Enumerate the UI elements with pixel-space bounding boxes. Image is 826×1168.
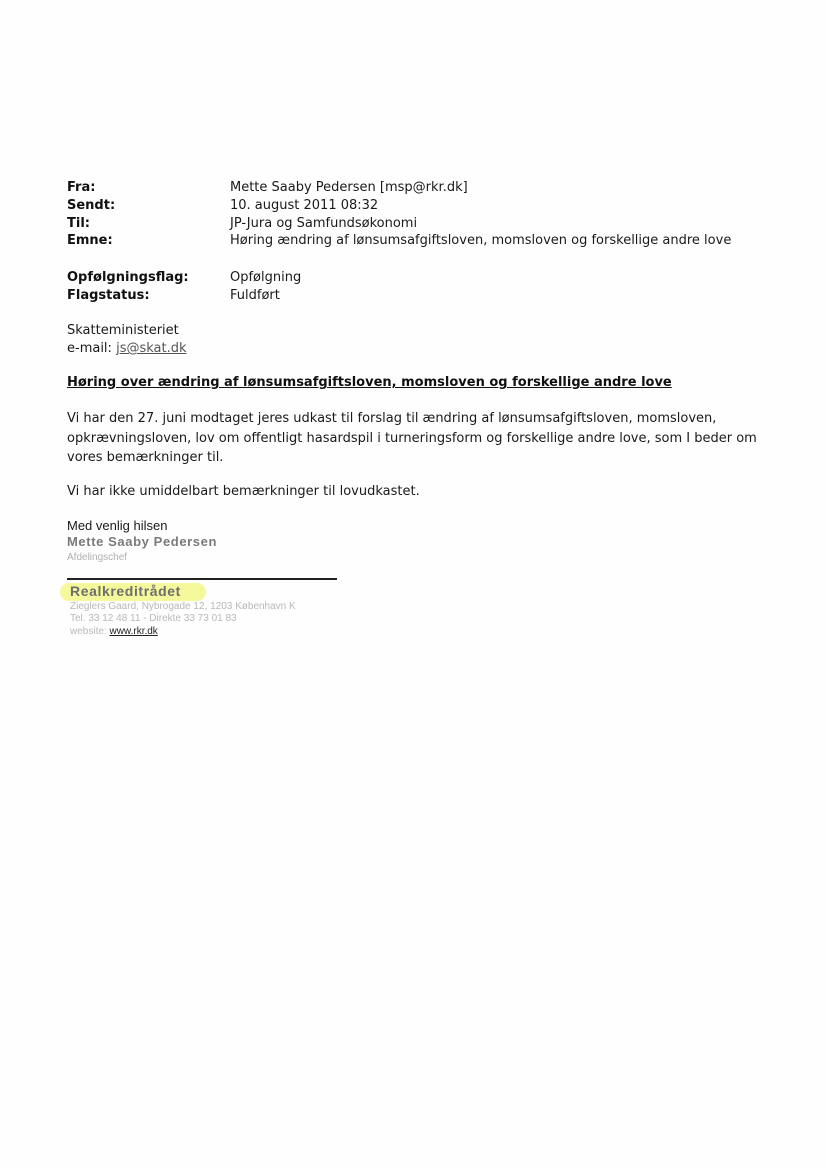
website-link[interactable]: www.rkr.dk: [109, 626, 158, 637]
letter-subject: Høring over ændring af lønsumsafgiftsloven, momsloven og forskellige andre love: [67, 375, 672, 390]
from-label: Fra:: [67, 180, 96, 195]
from-value: Mette Saaby Pedersen [msp@rkr.dk]: [230, 180, 468, 195]
closing-greeting: Med venlig hilsen: [67, 518, 168, 533]
followup-flag-label: Opfølgningsflag:: [67, 270, 189, 285]
to-label: Til:: [67, 216, 90, 231]
recipient-email-link[interactable]: js@skat.dk: [116, 341, 187, 356]
header-flagstatus-row: [67, 287, 767, 305]
followup-flag-value: Opfølgning: [230, 270, 302, 285]
header-from-row: [67, 179, 767, 197]
subject-value: Høring ændring af lønsumsafgiftsloven, momsloven og forskellige andre love: [230, 233, 732, 248]
sent-value: 10. august 2011 08:32: [230, 198, 379, 213]
organization-phone: Tel. 33 12 48 11 - Direkte 33 73 01 83: [70, 613, 237, 624]
body-paragraph-2: Vi har ikke umiddelbart bemærkninger til lovudkastet.: [67, 484, 420, 499]
header-to-row: [67, 215, 767, 233]
signer-name: Mette Saaby Pedersen: [67, 534, 218, 549]
header-followup-row: [67, 269, 767, 287]
signature-divider: [67, 578, 337, 580]
recipient-email-line: [67, 340, 187, 358]
header-subject-row: [67, 232, 767, 250]
organization-name: Realkreditrådet: [70, 583, 181, 599]
organization-address: Zieglers Gaard, Nybrogade 12, 1203 København K: [70, 601, 296, 612]
header-sent-row: [67, 197, 767, 215]
flag-status-value: Fuldført: [230, 288, 280, 303]
signer-title: Afdelingschef: [67, 552, 128, 563]
organization-website-line: [70, 626, 158, 637]
subject-label: Emne:: [67, 233, 113, 248]
recipient-email-label: e-mail:: [67, 341, 112, 356]
to-value: JP-Jura og Samfundsøkonomi: [230, 216, 418, 231]
recipient-org: Skatteministeriet: [67, 323, 179, 338]
sent-label: Sendt:: [67, 198, 116, 213]
body-paragraph-1: Vi har den 27. juni modtaget jeres udkast til forslag til ændring af lønsumsafgiftsloven, momsloven, opkrævningsloven, lov om offentligt hasardspil i turneringsform og forskellige andre love, som I beder om vores bemærkninger til.: [67, 411, 757, 465]
website-label: website:: [70, 626, 107, 637]
flag-status-label: Flagstatus:: [67, 288, 150, 303]
